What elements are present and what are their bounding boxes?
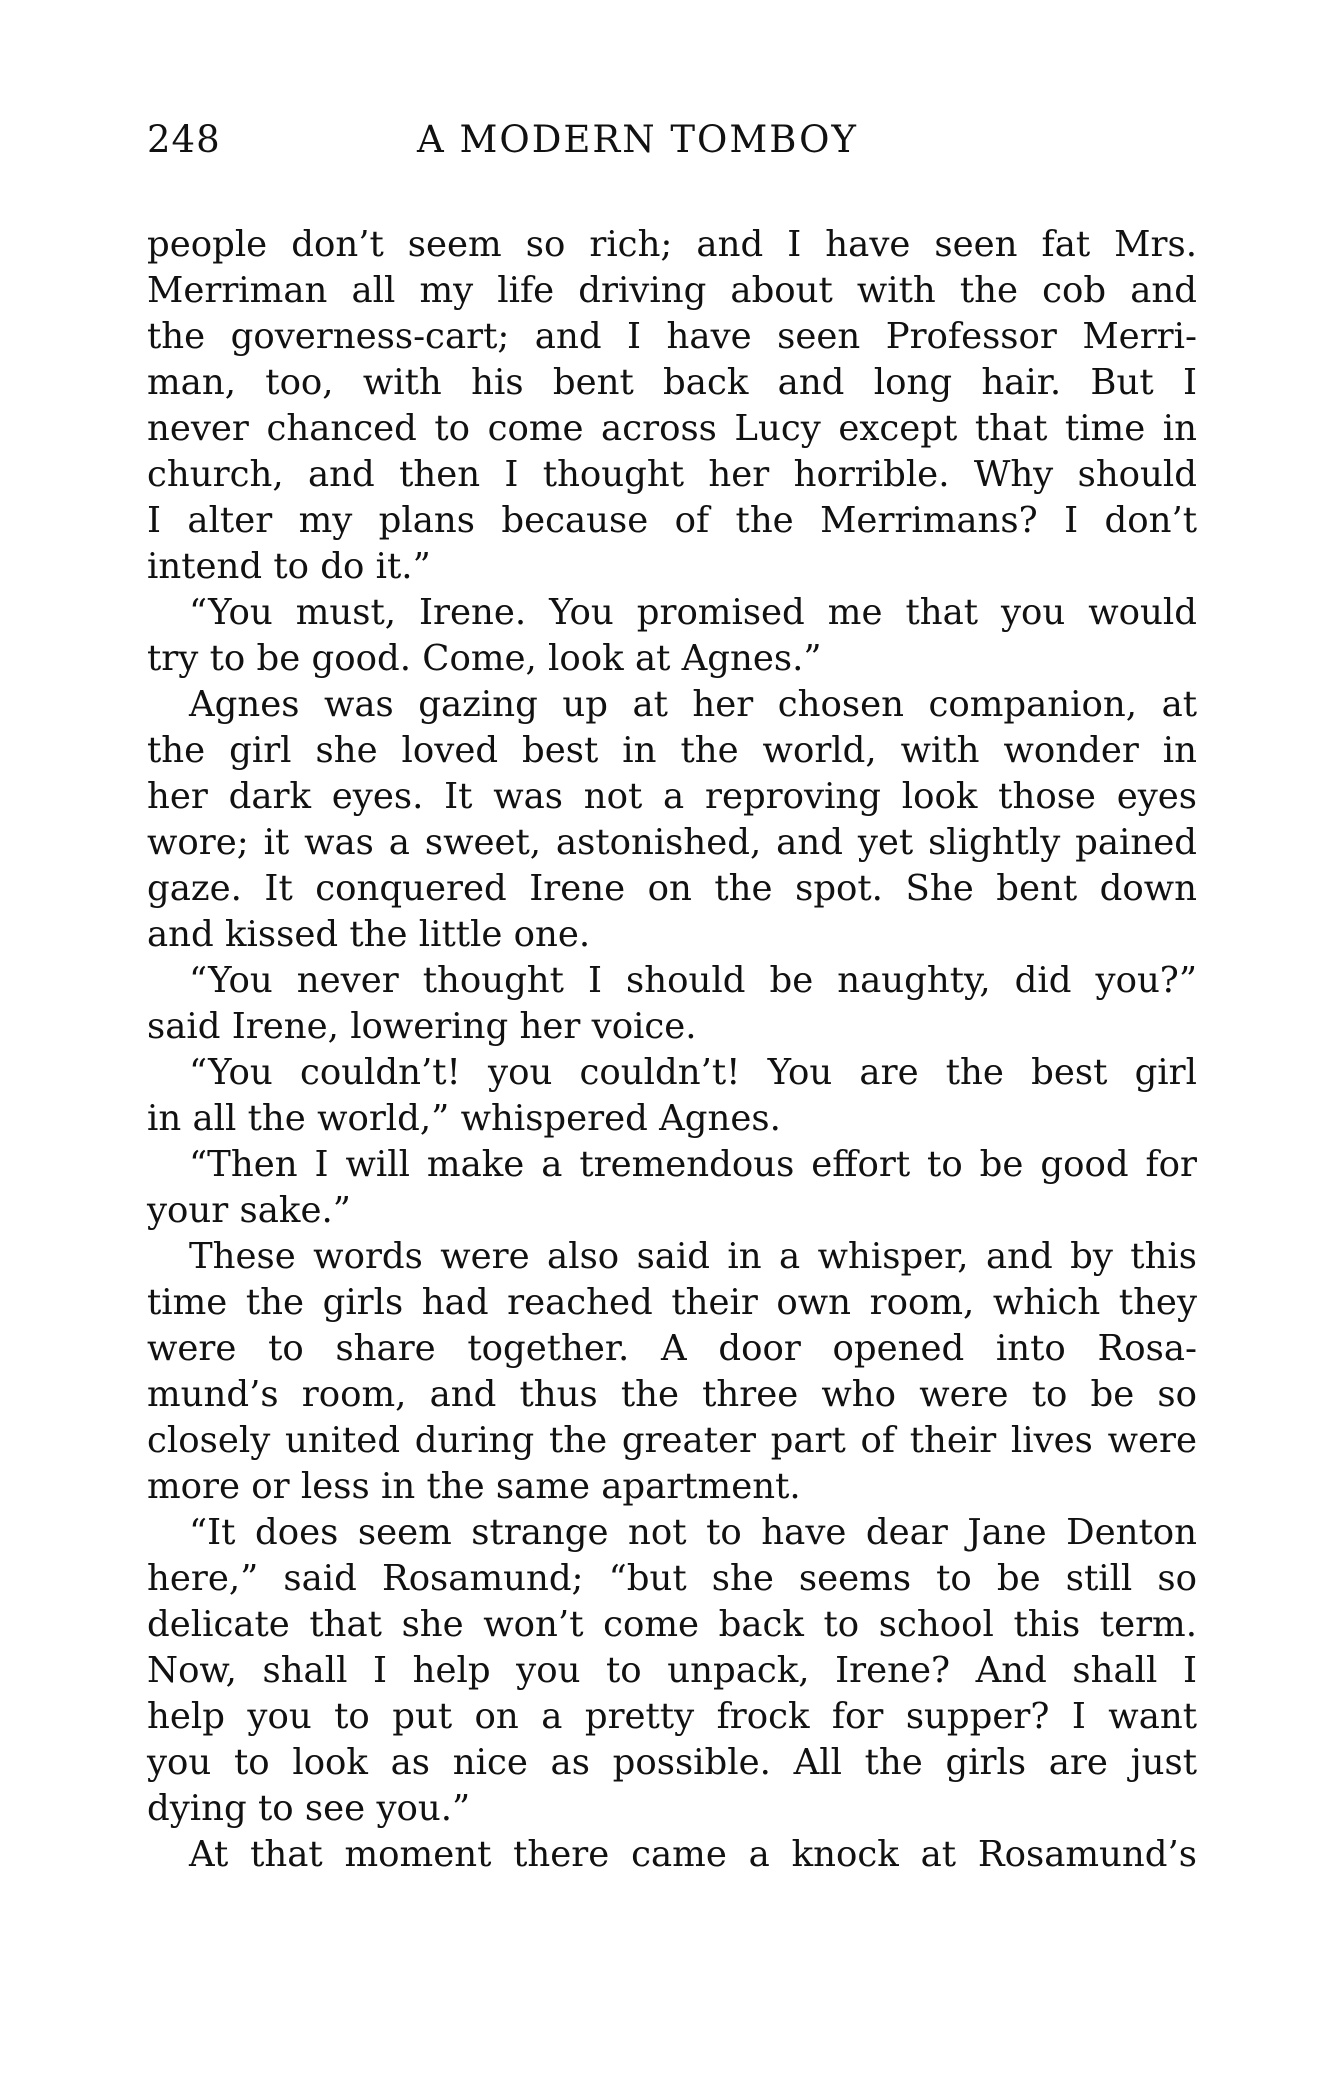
running-title: A MODERN TOMBOY	[417, 118, 858, 161]
text-line: never chanced to come across Lucy except that time in	[147, 408, 1197, 449]
body-text	[147, 222, 1197, 1878]
text-line: “You must, Irene. You promised me that you would	[189, 592, 1197, 633]
text-line: the girl she loved best in the world, with wonder in	[147, 730, 1197, 771]
text-line: help you to put on a pretty frock for supper? I want	[147, 1696, 1197, 1737]
text-line: closely united during the greater part of their lives were	[147, 1420, 1197, 1461]
running-head	[147, 118, 1197, 168]
page-number: 248	[147, 118, 221, 161]
text-line: Agnes was gazing up at her chosen companion, at	[189, 684, 1197, 725]
text-line: gaze. It conquered Irene on the spot. She bent down	[147, 868, 1197, 909]
text-line: “You couldn’t! you couldn’t! You are the best girl	[189, 1052, 1197, 1093]
text-line: “It does seem strange not to have dear Jane Denton	[189, 1512, 1197, 1553]
text-line: At that moment there came a knock at Rosamund’s	[189, 1834, 1197, 1875]
text-line: Now, shall I help you to unpack, Irene? And shall I	[147, 1650, 1197, 1691]
text-line: man, too, with his bent back and long hair. But I	[147, 362, 1197, 403]
text-line: I alter my plans because of the Merrimans? I don’t	[147, 500, 1197, 541]
text-line: the governess-cart; and I have seen Professor Merri-	[147, 316, 1197, 357]
text-line: dying to see you.”	[147, 1788, 471, 1829]
text-line: church, and then I thought her horrible. Why should	[147, 454, 1197, 495]
text-line: intend to do it.”	[147, 546, 431, 587]
text-line: delicate that she won’t come back to school this term.	[147, 1604, 1197, 1645]
text-line: “Then I will make a tremendous effort to be good for	[189, 1144, 1197, 1185]
text-line: and kissed the little one.	[147, 914, 591, 955]
text-line: time the girls had reached their own room, which they	[147, 1282, 1197, 1323]
text-line: her dark eyes. It was not a reproving look those eyes	[147, 776, 1197, 817]
text-line: said Irene, lowering her voice.	[147, 1006, 697, 1047]
text-line: more or less in the same apartment.	[147, 1466, 801, 1507]
text-line: Merriman all my life driving about with the cob and	[147, 270, 1197, 311]
text-line: you to look as nice as possible. All the girls are just	[147, 1742, 1197, 1783]
text-line: These words were also said in a whisper, and by this	[189, 1236, 1197, 1277]
text-line: in all the world,” whispered Agnes.	[147, 1098, 781, 1139]
text-line: try to be good. Come, look at Agnes.”	[147, 638, 822, 679]
text-line: mund’s room, and thus the three who were to be so	[147, 1374, 1197, 1415]
text-line: were to share together. A door opened into Rosa-	[147, 1328, 1197, 1369]
text-line: people don’t seem so rich; and I have seen fat Mrs.	[147, 224, 1197, 265]
text-line: here,” said Rosamund; “but she seems to be still so	[147, 1558, 1197, 1599]
text-line: your sake.”	[147, 1190, 351, 1231]
text-line: wore; it was a sweet, astonished, and yet slightly pained	[147, 822, 1197, 863]
text-line: “You never thought I should be naughty, did you?”	[189, 960, 1197, 1001]
